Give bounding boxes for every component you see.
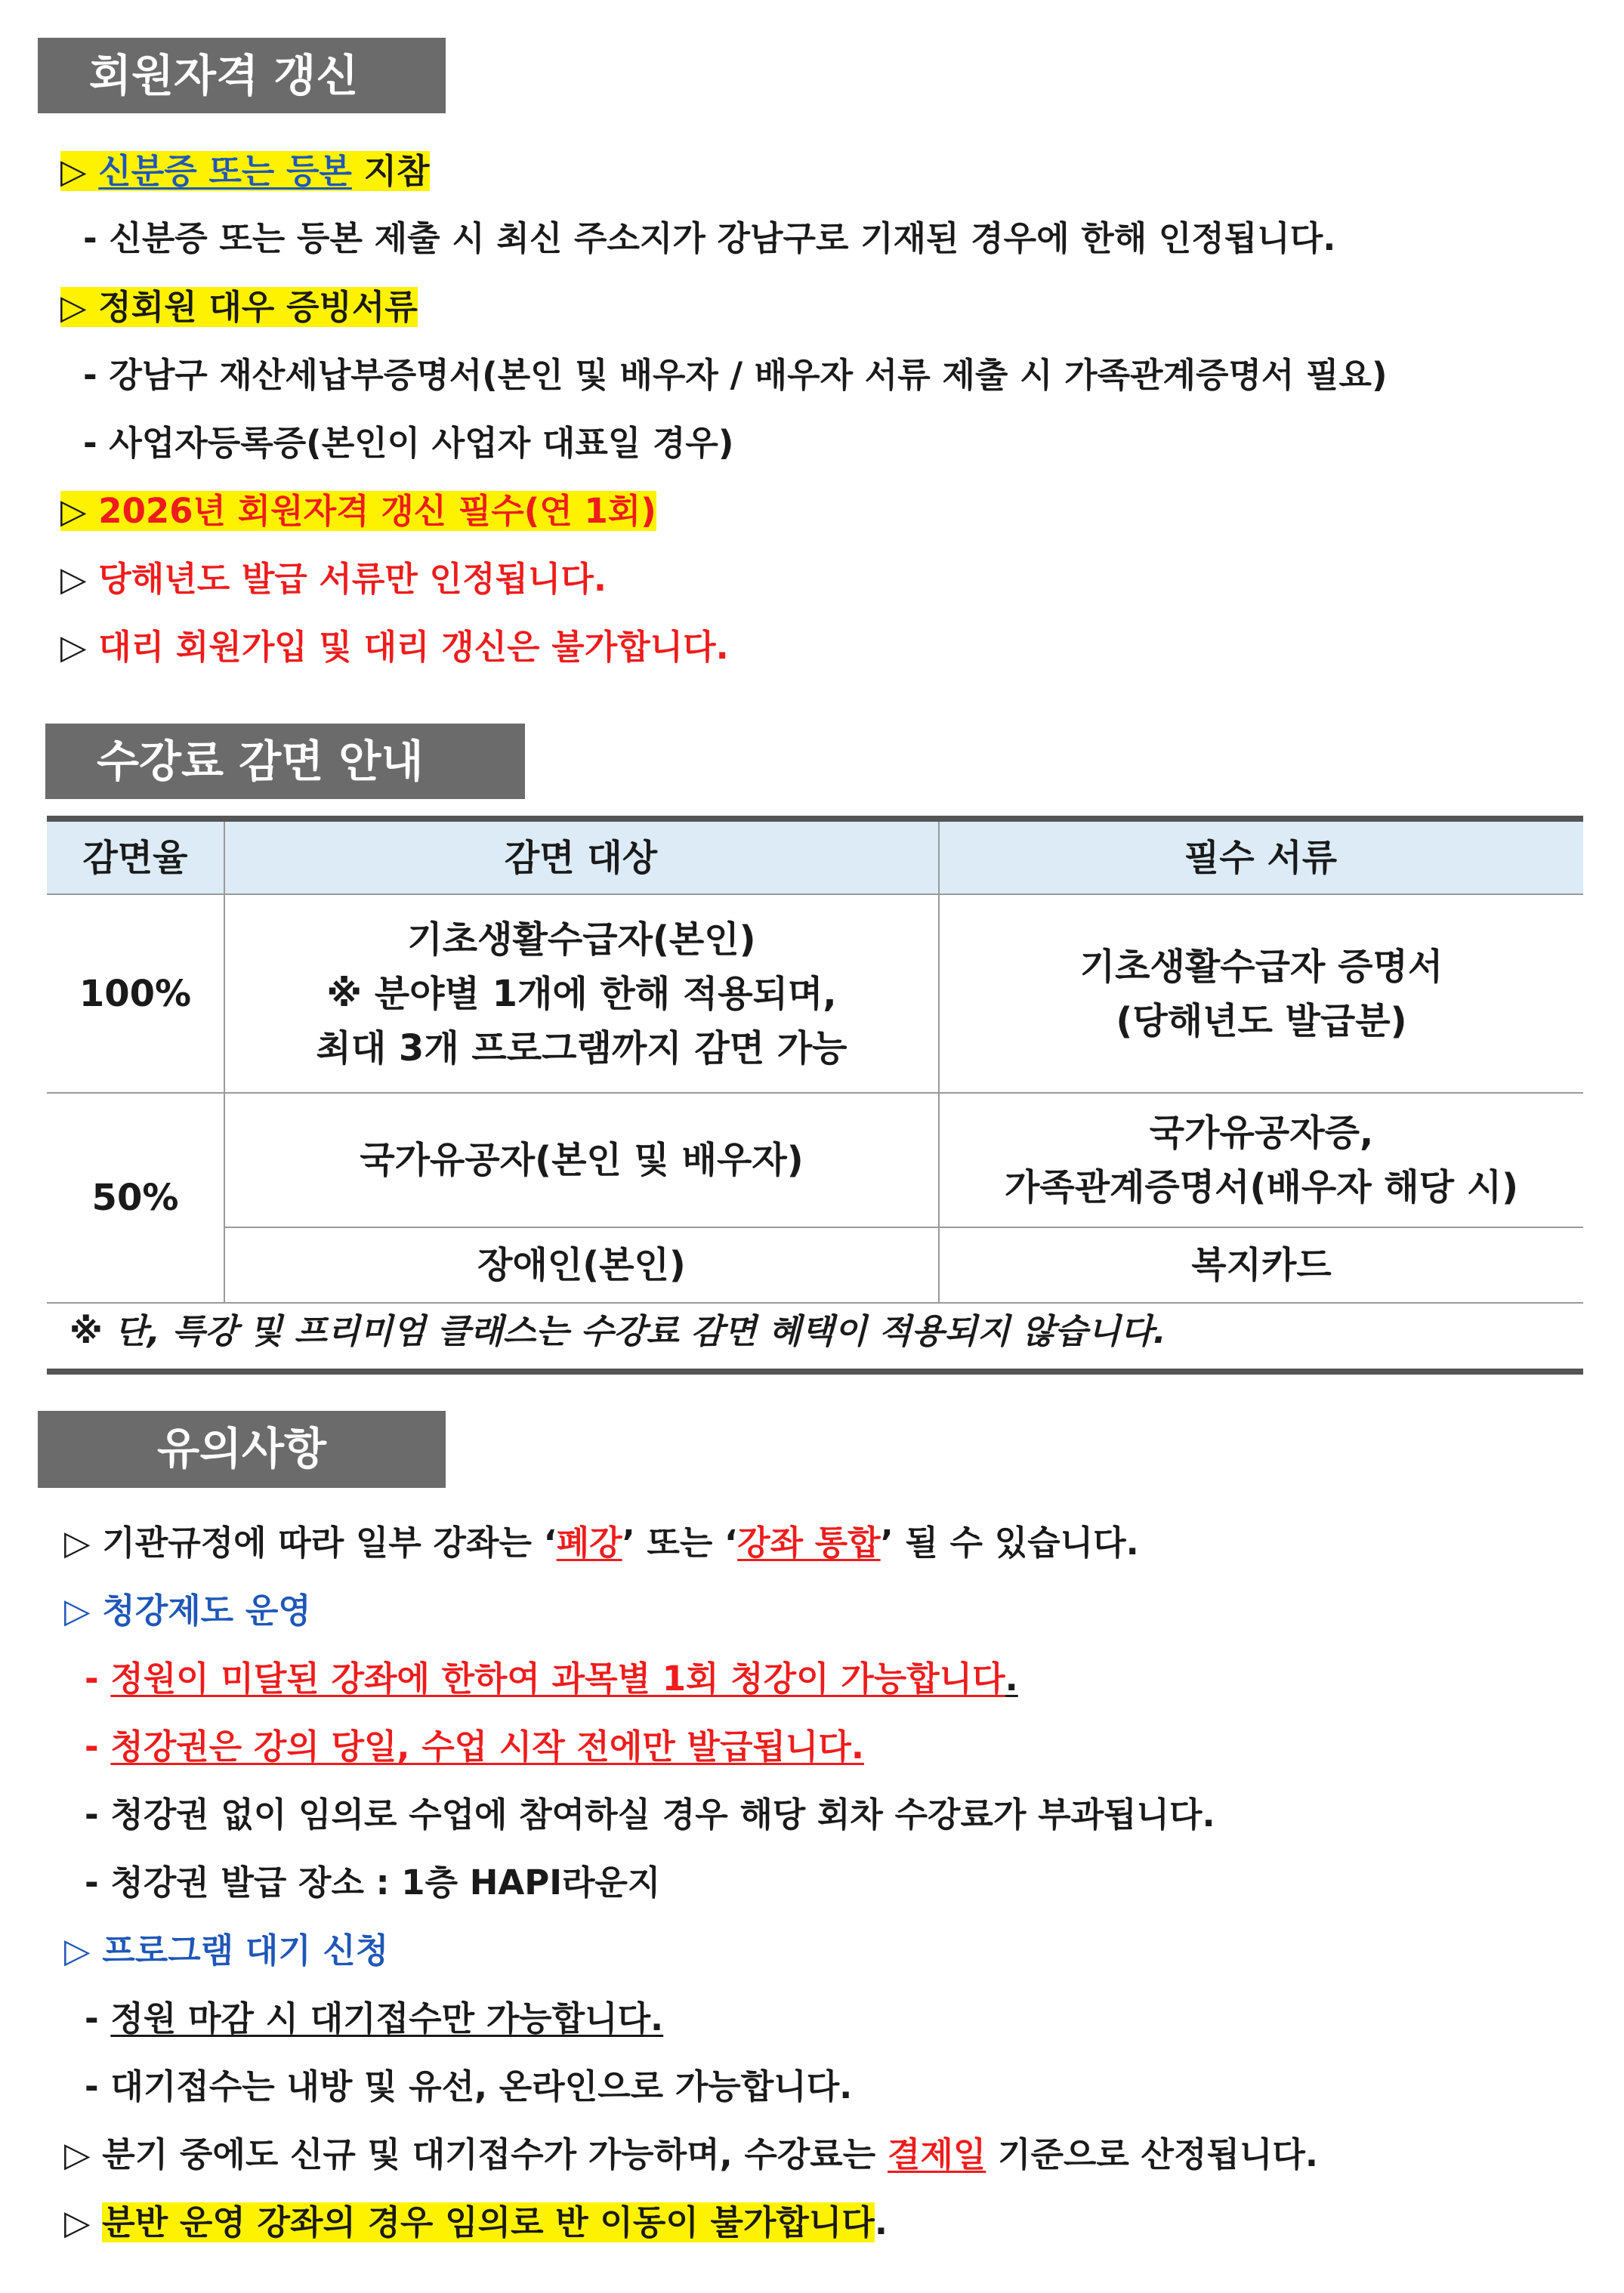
renewal-text: 2026년 회원자격 갱신 필수(연 1회) <box>98 491 656 531</box>
target-line: 최대 3개 프로그램까지 감면 가능 <box>316 1026 848 1069</box>
notice-text: 기준으로 산정됩니다. <box>986 2134 1318 2174</box>
current-year-text: 당해년도 발급 서류만 인정됩니다. <box>98 559 607 599</box>
audit-item-dot: . <box>1005 1659 1018 1699</box>
regular-member-item: - 사업자등록증(본인이 사업자 대표일 경우) <box>83 423 734 463</box>
table-header-target: 감면 대상 <box>504 836 658 879</box>
id-card-line <box>60 149 430 194</box>
bullet-icon: ▷ <box>60 627 87 667</box>
table-cell-docs <box>940 895 1583 1092</box>
waitlist-heading: ▷ 프로그램 대기 신청 <box>64 1930 389 1970</box>
docs-line: 기초생활수급자 증명서 <box>1079 945 1443 988</box>
table-cell-rate: 50% <box>91 1177 179 1219</box>
table-bottom-border <box>47 1369 1583 1375</box>
closure-term: 폐강 <box>556 1523 622 1563</box>
section-title-notice: 유의사항 <box>38 1411 446 1488</box>
notice-text: ’ 될 수 있습니다. <box>880 1523 1139 1563</box>
waitlist-item-text: 정원 마감 시 대기접수만 가능합니다. <box>110 1998 664 2038</box>
docs-line: (당해년도 발급분) <box>1116 999 1407 1042</box>
waitlist-item: - 대기접수는 내방 및 유선, 온라인으로 가능합니다. <box>85 2066 853 2106</box>
audit-heading: ▷ 청강제도 운영 <box>64 1591 311 1631</box>
id-card-suffix: 지참 <box>351 151 430 191</box>
waitlist-dash: - <box>85 1998 111 2038</box>
audit-dash: - <box>85 1659 111 1699</box>
proxy-text: 대리 회원가입 및 대리 갱신은 불가합니다. <box>98 627 729 667</box>
section-title-membership: 회원자격 갱신 <box>38 38 446 113</box>
renewal-highlight <box>60 491 656 531</box>
bullet-icon: ▷ <box>60 151 87 191</box>
table-divider <box>47 1302 1583 1304</box>
merge-term: 강좌 통합 <box>737 1523 881 1563</box>
docs-line: 가족관계증명서(배우자 해당 시) <box>1004 1166 1519 1208</box>
notice-closure-line <box>64 1520 1139 1566</box>
id-card-link[interactable]: 신분증 또는 등본 <box>98 151 352 191</box>
bullet-icon: ▷ <box>64 2202 103 2242</box>
regular-member-highlight: ▷ 정회원 대우 증빙서류 <box>60 287 418 327</box>
proxy-line <box>60 625 729 670</box>
table-cell-target <box>225 895 938 1092</box>
audit-dash: - <box>85 1727 111 1767</box>
table-header-rate: 감면율 <box>82 836 188 879</box>
class-transfer-highlight: 분반 운영 강좌의 경우 임의로 반 이동이 불가합니다 <box>102 2202 875 2242</box>
class-transfer-line <box>64 2200 888 2245</box>
waitlist-item <box>85 1996 663 2041</box>
quarter-line <box>64 2132 1318 2177</box>
notice-text: ▷ 기관규정에 따라 일부 강좌는 ‘ <box>64 1523 557 1563</box>
table-top-border <box>47 816 1583 822</box>
target-line: ※ 분야별 1개에 한해 적용되며, <box>326 972 837 1015</box>
table-cell-docs: 복지카드 <box>1191 1244 1332 1286</box>
docs-line: 국가유공자증, <box>1149 1112 1374 1154</box>
id-card-highlight <box>60 151 430 191</box>
table-cell-docs <box>940 1094 1583 1227</box>
notice-text: ▷ 분기 중에도 신규 및 대기접수가 가능하며, 수강료는 <box>64 2134 888 2174</box>
id-card-note: - 신분증 또는 등본 제출 시 최신 주소지가 강남구로 기재된 경우에 한해 인정됩니다. <box>83 218 1336 258</box>
table-cell-target: 장애인(본인) <box>477 1244 686 1286</box>
audit-item <box>85 1656 1018 1702</box>
audit-item-text: 청강권은 강의 당일, 수업 시작 전에만 발급됩니다. <box>110 1727 864 1767</box>
table-cell-rate: 100% <box>79 972 192 1015</box>
bullet-icon: ▷ <box>60 559 87 599</box>
notice-text: ’ 또는 ‘ <box>622 1523 738 1563</box>
bullet-icon: ▷ <box>60 491 87 531</box>
target-line: 기초생활수급자(본인) <box>407 918 756 961</box>
audit-item <box>85 1724 864 1770</box>
discount-note: ※ 단, 특강 및 프리미엄 클래스는 수강료 감면 혜택이 적용되지 않습니다. <box>69 1311 1166 1351</box>
table-cell-target: 국가유공자(본인 및 배우자) <box>360 1139 804 1181</box>
payment-date-term: 결제일 <box>887 2134 986 2174</box>
audit-item-text: 정원이 미달된 강좌에 한하여 과목별 1회 청강이 가능합니다 <box>110 1659 1005 1699</box>
regular-member-heading <box>60 285 418 330</box>
renewal-required-line <box>60 489 656 534</box>
section-title-discount: 수강료 감면 안내 <box>45 724 525 799</box>
current-year-line <box>60 557 607 602</box>
table-header-docs: 필수 서류 <box>1184 836 1338 879</box>
audit-item: - 청강권 발급 장소 : 1층 HAPI라운지 <box>85 1862 661 1903</box>
notice-text: . <box>874 2202 888 2242</box>
audit-item: - 청강권 없이 임의로 수업에 참여하실 경우 해당 회차 수강료가 부과됩니다. <box>85 1795 1215 1835</box>
regular-member-item: - 강남구 재산세납부증명서(본인 및 배우자 / 배우자 서류 제출 시 가족관계증명서 필요) <box>83 355 1388 395</box>
